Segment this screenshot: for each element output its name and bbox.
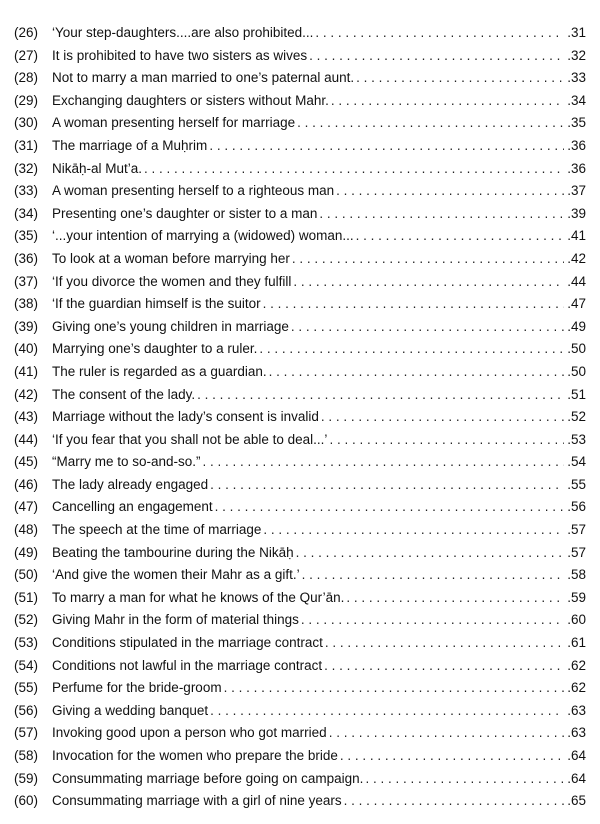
dot-leader — [263, 296, 564, 311]
entry-number: (59) — [14, 770, 39, 786]
entry-title: ‘And give the women their Mahr as a gift.’ — [52, 567, 300, 583]
toc-entry — [14, 567, 586, 590]
entry-title: Giving one’s young children in marriage — [52, 318, 289, 334]
dot-leader — [346, 590, 564, 605]
entry-number: (56) — [14, 702, 39, 718]
toc-entry — [14, 251, 586, 274]
entry-number: (44) — [14, 431, 39, 447]
entry-page-number: .61 — [567, 635, 586, 651]
toc-entry — [14, 274, 586, 297]
toc-entry — [14, 25, 586, 48]
table-of-contents — [14, 25, 586, 816]
entry-number: (53) — [14, 635, 39, 651]
entry-number: (34) — [14, 205, 39, 221]
toc-entry — [14, 161, 586, 184]
dot-leader — [302, 567, 564, 582]
entry-page-number: .42 — [567, 250, 586, 266]
entry-title: Invocation for the women who prepare the bride — [52, 748, 338, 763]
toc-entry — [14, 409, 586, 432]
entry-page-number: .54 — [567, 454, 586, 470]
entry-title: Perfume for the bride-groom — [52, 680, 222, 696]
entry-title: Conditions not lawful in the marriage contract — [52, 657, 323, 673]
entry-title: The consent of the lady. — [52, 386, 196, 402]
entry-number: (32) — [14, 160, 39, 176]
entry-page-number: .31 — [567, 25, 586, 40]
entry-title: The speech at the time of marriage — [52, 522, 262, 538]
entry-number: (45) — [14, 454, 39, 470]
toc-entry — [14, 748, 586, 771]
toc-entry — [14, 545, 586, 568]
entry-number: (50) — [14, 567, 39, 583]
entry-title: The ruler is regarded as a guardian. — [52, 363, 267, 379]
entry-number: (28) — [14, 70, 39, 86]
toc-entry — [14, 680, 586, 703]
entry-page-number: .39 — [567, 205, 586, 221]
toc-entry — [14, 319, 586, 342]
dot-leader — [210, 477, 564, 492]
entry-page-number: .65 — [567, 793, 586, 809]
dot-leader — [340, 748, 564, 763]
dot-leader — [215, 499, 564, 514]
entry-number: (41) — [14, 363, 39, 379]
entry-title: Consummating marriage before going on campaign. — [52, 770, 364, 786]
entry-title: A woman presenting herself to a righteous man — [52, 183, 335, 199]
entry-page-number: .41 — [567, 228, 586, 244]
dot-leader — [324, 658, 564, 673]
entry-number: (43) — [14, 409, 39, 425]
toc-entry — [14, 635, 586, 658]
entry-number: (49) — [14, 544, 39, 560]
entry-page-number: .49 — [567, 318, 586, 334]
entry-number: (38) — [14, 296, 39, 312]
toc-entry — [14, 771, 586, 794]
entry-page-number: .50 — [567, 341, 586, 357]
entry-number: (57) — [14, 725, 39, 741]
toc-entry — [14, 364, 586, 387]
dot-leader — [209, 138, 564, 153]
entry-page-number: .58 — [567, 567, 586, 583]
entry-title: Marrying one’s daughter to a ruler. — [52, 341, 258, 357]
entry-number: (30) — [14, 115, 39, 131]
entry-title: Beating the tambourine during the Nikāḥ — [52, 544, 294, 560]
entry-page-number: .64 — [567, 748, 586, 763]
entry-title: Cancelling an engagement — [52, 499, 213, 515]
dot-leader — [321, 409, 564, 424]
dot-leader — [263, 522, 564, 537]
toc-entry — [14, 499, 586, 522]
entry-number: (35) — [14, 228, 39, 244]
entry-title: ‘If the guardian himself is the suitor — [52, 296, 261, 312]
entry-number: (26) — [14, 25, 39, 40]
dot-leader — [301, 612, 564, 627]
toc-entry — [14, 612, 586, 635]
entry-page-number: .57 — [567, 544, 586, 560]
toc-entry — [14, 522, 586, 545]
entry-title: To marry a man for what he knows of the Qur’ān. — [52, 589, 345, 605]
entry-page-number: .62 — [567, 657, 586, 673]
dot-leader — [344, 793, 564, 808]
entry-title: Conditions stipulated in the marriage contract — [52, 635, 323, 651]
entry-page-number: .47 — [567, 296, 586, 312]
dot-leader — [224, 680, 564, 695]
toc-entry — [14, 206, 586, 229]
entry-title: ‘...your intention of marrying a (widowed) woman... — [52, 228, 354, 244]
entry-title: The marriage of a Muḥrim — [52, 137, 208, 153]
dot-leader — [329, 432, 564, 447]
dot-leader — [269, 364, 564, 379]
entry-page-number: .33 — [567, 70, 586, 86]
entry-title: Consummating marriage with a girl of nine years — [52, 793, 342, 809]
entry-title: Invoking good upon a person who got married — [52, 725, 327, 741]
dot-leader — [319, 206, 564, 221]
dot-leader — [292, 251, 564, 266]
entry-page-number: .57 — [567, 522, 586, 538]
entry-number: (46) — [14, 476, 39, 492]
entry-page-number: .44 — [567, 273, 586, 289]
dot-leader — [296, 545, 564, 560]
dot-leader — [144, 161, 564, 176]
toc-entry — [14, 432, 586, 455]
entry-page-number: .51 — [567, 386, 586, 402]
toc-entry — [14, 93, 586, 116]
toc-entry — [14, 477, 586, 500]
entry-title: Giving a wedding banquet — [52, 702, 209, 718]
entry-page-number: .35 — [567, 115, 586, 131]
dot-leader — [329, 725, 564, 740]
entry-page-number: .53 — [567, 431, 586, 447]
dot-leader — [297, 115, 564, 130]
dot-leader — [356, 70, 564, 85]
entry-page-number: .37 — [567, 183, 586, 199]
toc-entry — [14, 115, 586, 138]
entry-page-number: .34 — [567, 92, 586, 108]
toc-entry — [14, 387, 586, 410]
entry-title: Marriage without the lady’s consent is invalid — [52, 409, 319, 425]
toc-entry — [14, 793, 586, 816]
entry-page-number: .62 — [567, 680, 586, 696]
dot-leader — [210, 703, 564, 718]
entry-title: The lady already engaged — [52, 476, 209, 492]
entry-number: (31) — [14, 137, 39, 153]
entry-number: (27) — [14, 47, 39, 63]
dot-leader — [325, 635, 564, 650]
toc-entry — [14, 590, 586, 613]
entry-title: ‘Your step-daughters....are also prohibited... — [52, 25, 314, 40]
entry-number: (51) — [14, 589, 39, 605]
dot-leader — [197, 387, 564, 402]
entry-page-number: .60 — [567, 612, 586, 628]
toc-entry — [14, 138, 586, 161]
toc-entry — [14, 658, 586, 681]
toc-entry — [14, 70, 586, 93]
entry-page-number: .63 — [567, 702, 586, 718]
dot-leader — [365, 771, 564, 786]
entry-number: (58) — [14, 748, 39, 763]
dot-leader — [203, 454, 564, 469]
entry-number: (55) — [14, 680, 39, 696]
toc-entry — [14, 296, 586, 319]
dot-leader — [293, 274, 564, 289]
entry-title: A woman presenting herself for marriage — [52, 115, 296, 131]
entry-title: Exchanging daughters or sisters without Mahr. — [52, 92, 329, 108]
entry-page-number: .59 — [567, 589, 586, 605]
entry-number: (48) — [14, 522, 39, 538]
toc-entry — [14, 228, 586, 251]
entry-title: It is prohibited to have two sisters as wives — [52, 47, 308, 63]
entry-page-number: .55 — [567, 476, 586, 492]
toc-entry — [14, 725, 586, 748]
entry-number: (60) — [14, 793, 39, 809]
dot-leader — [309, 48, 564, 63]
entry-number: (42) — [14, 386, 39, 402]
entry-title: ‘If you fear that you shall not be able to deal...’ — [52, 431, 328, 447]
entry-page-number: .64 — [567, 770, 586, 786]
entry-page-number: .50 — [567, 363, 586, 379]
entry-page-number: .63 — [567, 725, 586, 741]
dot-leader — [259, 341, 564, 356]
dot-leader — [356, 228, 564, 243]
entry-number: (29) — [14, 92, 39, 108]
entry-number: (40) — [14, 341, 39, 357]
entry-number: (54) — [14, 657, 39, 673]
entry-number: (47) — [14, 499, 39, 515]
toc-entry — [14, 183, 586, 206]
entry-title: Presenting one’s daughter or sister to a man — [52, 205, 318, 221]
dot-leader — [315, 25, 564, 40]
toc-entry — [14, 48, 586, 71]
entry-number: (39) — [14, 318, 39, 334]
entry-page-number: .36 — [567, 160, 586, 176]
toc-entry — [14, 454, 586, 477]
dot-leader — [291, 319, 564, 334]
entry-page-number: .32 — [567, 47, 586, 63]
entry-number: (37) — [14, 273, 39, 289]
dot-leader — [331, 93, 564, 108]
entry-title: Nikāḥ-al Mut’a. — [52, 160, 143, 176]
entry-number: (33) — [14, 183, 39, 199]
entry-title: Not to marry a man married to one’s paternal aunt. — [52, 70, 355, 86]
entry-page-number: .56 — [567, 499, 586, 515]
entry-title: “Marry me to so-and-so.” — [52, 454, 201, 470]
dot-leader — [336, 183, 564, 198]
entry-title: Giving Mahr in the form of material things — [52, 612, 299, 628]
entry-page-number: .36 — [567, 137, 586, 153]
entry-title: To look at a woman before marrying her — [52, 250, 290, 266]
entry-page-number: .52 — [567, 409, 586, 425]
toc-entry — [14, 341, 586, 364]
entry-number: (52) — [14, 612, 39, 628]
toc-entry — [14, 703, 586, 726]
entry-title: ‘If you divorce the women and they fulfill — [52, 273, 292, 289]
entry-number: (36) — [14, 250, 39, 266]
